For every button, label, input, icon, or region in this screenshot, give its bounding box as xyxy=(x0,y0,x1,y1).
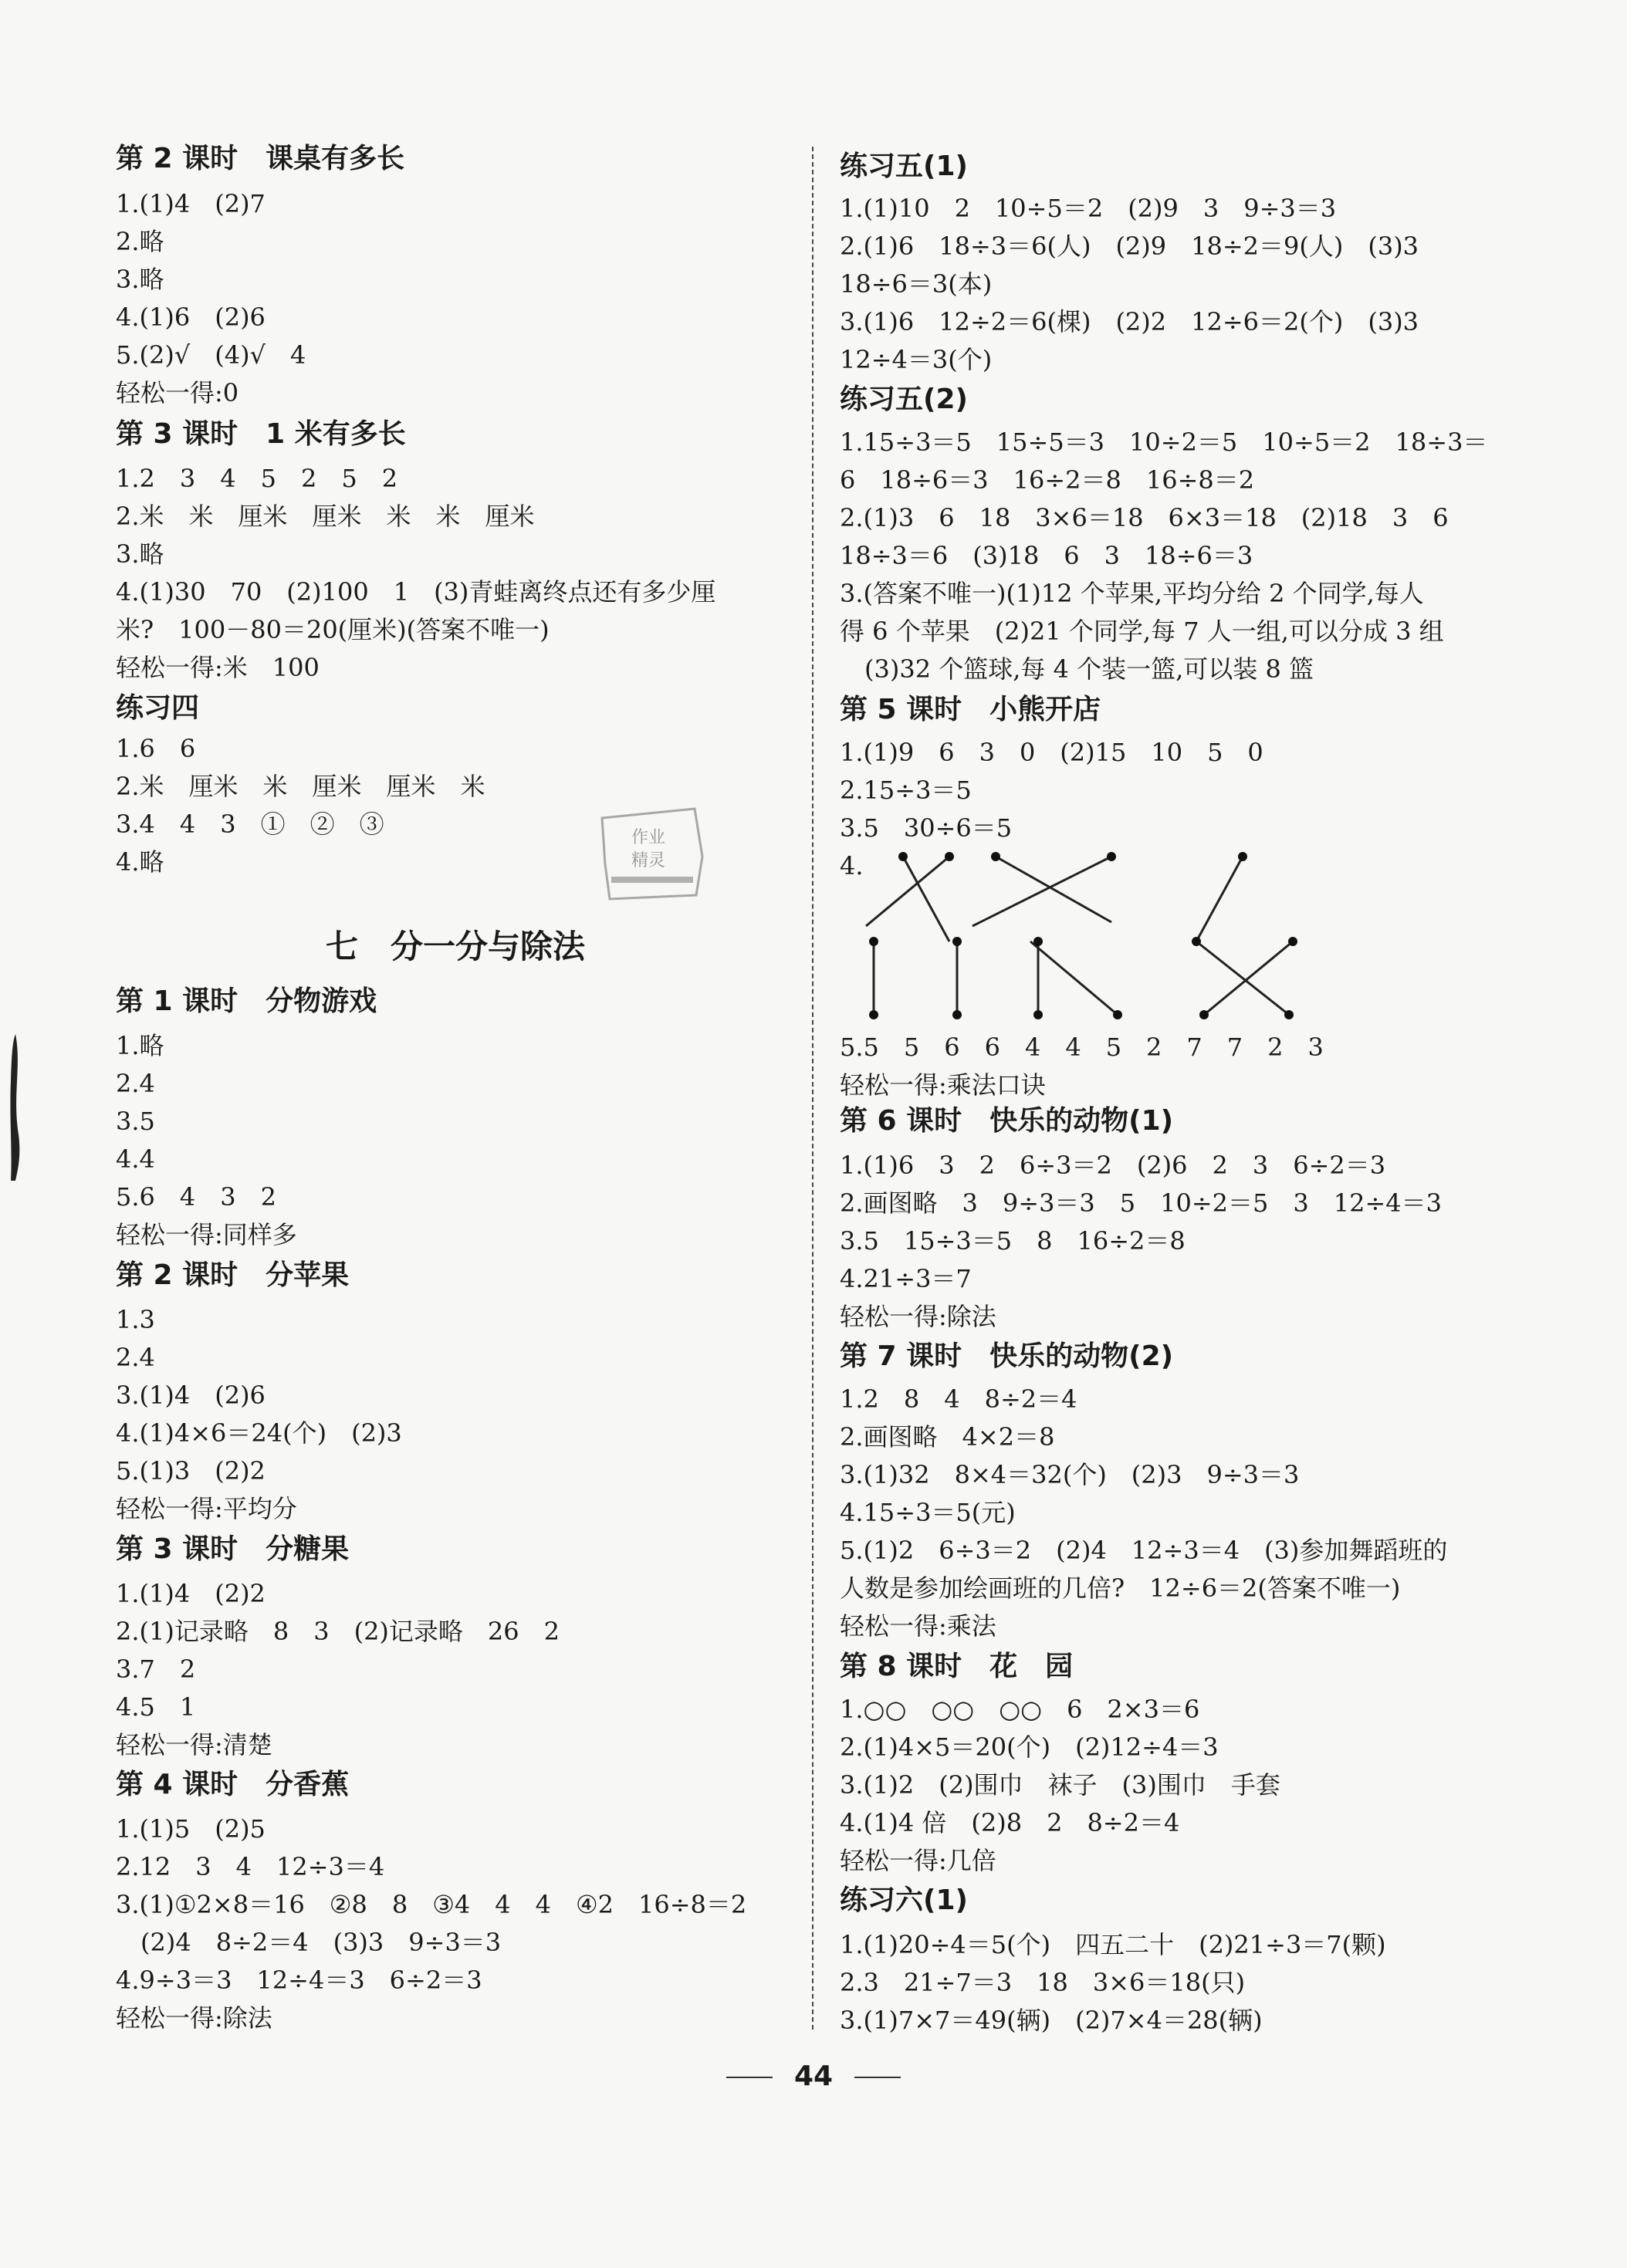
stamp-text-2: 精灵 xyxy=(631,851,666,870)
answer-line: 2.画图略 3 9÷3＝3 5 10÷2＝5 3 12÷4＝3 xyxy=(840,1188,1443,1218)
answer-line: 1.(1)6 3 2 6÷3＝2 (2)6 2 3 6÷2＝3 xyxy=(840,1151,1386,1180)
stamp-text-1: 作业 xyxy=(631,828,666,847)
answer-line: 3.(1)4 (2)6 xyxy=(116,1381,266,1410)
section-heading: 第 6 课时 快乐的动物(1) xyxy=(840,1105,1174,1137)
answer-line: 1.2 8 4 8÷2＝4 xyxy=(840,1384,1077,1414)
section-heading: 第 3 课时 1 米有多长 xyxy=(116,418,406,450)
section-heading: 第 8 课时 花 园 xyxy=(840,1651,1074,1682)
answer-line: 1.2 3 4 5 2 5 2 xyxy=(116,464,398,493)
section-heading: 练习四 xyxy=(116,692,200,724)
answer-line: 3.7 2 xyxy=(116,1655,196,1684)
answer-line: 1.6 6 xyxy=(116,734,196,763)
answer-line: 2.(1)6 18÷3＝6(人) (2)9 18÷2＝9(人) (3)3 xyxy=(840,232,1419,261)
answer-line: 3.略 xyxy=(116,539,164,569)
answer-line: 3.4 4 3 ① ② ③ xyxy=(116,810,384,839)
answer-line: 轻松一得:米 100 xyxy=(116,653,320,682)
answer-line: 2.米 厘米 米 厘米 厘米 米 xyxy=(116,772,485,801)
answer-line: 1.(1)4 (2)2 xyxy=(116,1579,266,1608)
answer-line: (3)32 个篮球,每 4 个装一篮,可以装 8 篮 xyxy=(840,654,1314,684)
answer-line: 4.(1)30 70 (2)100 1 (3)青蛙离终点还有多少厘 xyxy=(116,577,716,607)
answer-line: 轻松一得:几倍 xyxy=(840,1846,996,1875)
footer-dash-right xyxy=(854,2077,901,2078)
answer-line: 2.3 21÷7＝3 18 3×6＝18(只) xyxy=(840,1968,1246,1997)
answer-line: 12÷4＝3(个) xyxy=(840,345,993,374)
stamp-logo xyxy=(594,803,710,903)
section-heading: 第 7 课时 快乐的动物(2) xyxy=(840,1340,1174,1372)
answer-line: 3.5 15÷3＝5 8 16÷2＝8 xyxy=(840,1226,1186,1256)
scan-mark xyxy=(8,1034,28,1181)
answer-line: 米? 100－80＝20(厘米)(答案不唯一) xyxy=(116,615,550,644)
answer-line: 1.(1)9 6 3 0 (2)15 10 5 0 xyxy=(840,738,1263,767)
answer-line: 5.6 4 3 2 xyxy=(116,1182,276,1212)
answer-line: 3.(1)7×7＝49(辆) (2)7×4＝28(辆) xyxy=(840,2006,1263,2035)
section-heading: 第 2 课时 分苹果 xyxy=(116,1259,350,1291)
answer-line: 轻松一得:清楚 xyxy=(116,1730,272,1759)
answer-line: 1.(1)5 (2)5 xyxy=(116,1814,266,1844)
answer-line: 轻松一得:乘法 xyxy=(840,1611,996,1641)
answer-line: 4.15÷3＝5(元) xyxy=(840,1498,1016,1527)
chapter-title: 七 分一分与除法 xyxy=(325,928,585,965)
answer-line: 1.(1)4 (2)7 xyxy=(116,189,266,218)
answer-line: 轻松一得:除法 xyxy=(840,1302,996,1331)
section-heading: 第 1 课时 分物游戏 xyxy=(116,985,377,1017)
page-number: 44 xyxy=(793,2060,834,2092)
answer-line: 4. xyxy=(840,851,864,880)
column-divider xyxy=(812,147,814,2030)
answer-line: 3.5 xyxy=(116,1107,155,1136)
answer-line: 人数是参加绘画班的几倍? 12÷6＝2(答案不唯一) xyxy=(840,1573,1401,1603)
section-heading: 第 5 课时 小熊开店 xyxy=(840,694,1101,725)
section-heading: 练习五(1) xyxy=(840,150,968,182)
answer-line: 轻松一得:平均分 xyxy=(116,1494,297,1523)
answer-line: 2.(1)3 6 18 3×6＝18 6×3＝18 (2)18 3 6 xyxy=(840,503,1449,532)
footer-dash-left xyxy=(726,2077,773,2078)
answer-line: 4.略 xyxy=(116,847,164,877)
answer-line: 4.(1)4×6＝24(个) (2)3 xyxy=(116,1418,402,1448)
section-heading: 第 4 课时 分香蕉 xyxy=(116,1769,350,1800)
answer-line: 2.15÷3＝5 xyxy=(840,776,972,805)
answer-line: 3.5 30÷6＝5 xyxy=(840,813,1013,843)
answer-line: 4.4 xyxy=(116,1144,155,1174)
answer-line: 2.12 3 4 12÷3＝4 xyxy=(116,1852,385,1881)
answer-line: 1.略 xyxy=(116,1031,164,1060)
section-heading: 练习五(2) xyxy=(840,384,968,415)
answer-line: 5.5 5 6 6 4 4 5 2 7 7 2 3 xyxy=(840,1033,1324,1062)
answer-line: 2.4 xyxy=(116,1069,155,1098)
answer-line: 1.○○ ○○ ○○ 6 2×3＝6 xyxy=(840,1695,1200,1724)
answer-line: 4.9÷3＝3 12÷4＝3 6÷2＝3 xyxy=(116,1965,482,1995)
answer-line: 1.(1)10 2 10÷5＝2 (2)9 3 9÷3＝3 xyxy=(840,194,1337,223)
answer-line: 轻松一得:除法 xyxy=(116,2003,272,2033)
answer-line: 4.(1)4 倍 (2)8 2 8÷2＝4 xyxy=(840,1808,1180,1837)
answer-line: 2.略 xyxy=(116,227,164,256)
answer-line: 3.(1)2 (2)围巾 袜子 (3)围巾 手套 xyxy=(840,1770,1280,1800)
answer-line: 1.3 xyxy=(116,1305,155,1334)
answer-line: 6 18÷6＝3 16÷2＝8 16÷8＝2 xyxy=(840,465,1255,495)
answer-line: 5.(2)√ (4)√ 4 xyxy=(116,340,306,370)
answer-line: 4.21÷3＝7 xyxy=(840,1264,972,1293)
answer-line: 18÷6＝3(本) xyxy=(840,269,993,299)
section-heading: 第 2 课时 课桌有多长 xyxy=(116,143,405,174)
section-heading: 练习六(1) xyxy=(840,1884,968,1916)
answer-line: 4.(1)6 (2)6 xyxy=(116,303,266,332)
answer-line: 4.5 1 xyxy=(116,1692,196,1722)
answer-line: 18÷3＝6 (3)18 6 3 18÷6＝3 xyxy=(840,541,1253,570)
answer-line: 1.(1)20÷4＝5(个) 四五二十 (2)21÷3＝7(颗) xyxy=(840,1930,1386,1959)
answer-line: 3.(1)32 8×4＝32(个) (2)3 9÷3＝3 xyxy=(840,1460,1300,1489)
answer-line: 轻松一得:0 xyxy=(116,378,239,407)
answer-line: 3.(1)6 12÷2＝6(棵) (2)2 12÷6＝2(个) (3)3 xyxy=(840,307,1419,336)
answer-line: 5.(1)2 6÷3＝2 (2)4 12÷3＝4 (3)参加舞蹈班的 xyxy=(840,1536,1448,1565)
answer-line: 得 6 个苹果 (2)21 个同学,每 7 人一组,可以分成 3 组 xyxy=(840,617,1444,646)
answer-line: (2)4 8÷2＝4 (3)3 9÷3＝3 xyxy=(116,1928,502,1957)
answer-line: 轻松一得:同样多 xyxy=(116,1220,297,1249)
page-footer xyxy=(0,2060,1627,2107)
answer-line: 轻松一得:乘法口诀 xyxy=(840,1070,1046,1100)
answer-line: 3.(1)①2×8＝16 ②8 8 ③4 4 4 ④2 16÷8＝2 xyxy=(116,1890,747,1919)
answer-line: 3.(答案不唯一)(1)12 个苹果,平均分给 2 个同学,每人 xyxy=(840,579,1424,608)
answer-line: 5.(1)3 (2)2 xyxy=(116,1456,266,1486)
answer-line: 2.(1)4×5＝20(个) (2)12÷4＝3 xyxy=(840,1732,1219,1762)
section-heading: 第 3 课时 分糖果 xyxy=(116,1533,350,1565)
answer-line: 2.(1)记录略 8 3 (2)记录略 26 2 xyxy=(116,1617,560,1646)
matching-diagram xyxy=(857,841,1335,1026)
answer-line: 2.画图略 4×2＝8 xyxy=(840,1422,1055,1452)
answer-line: 2.米 米 厘米 厘米 米 米 厘米 xyxy=(116,502,535,531)
answer-line: 3.略 xyxy=(116,265,164,294)
answer-line: 1.15÷3＝5 15÷5＝3 10÷2＝5 10÷5＝2 18÷3＝ xyxy=(840,428,1488,457)
answer-line: 2.4 xyxy=(116,1343,155,1372)
